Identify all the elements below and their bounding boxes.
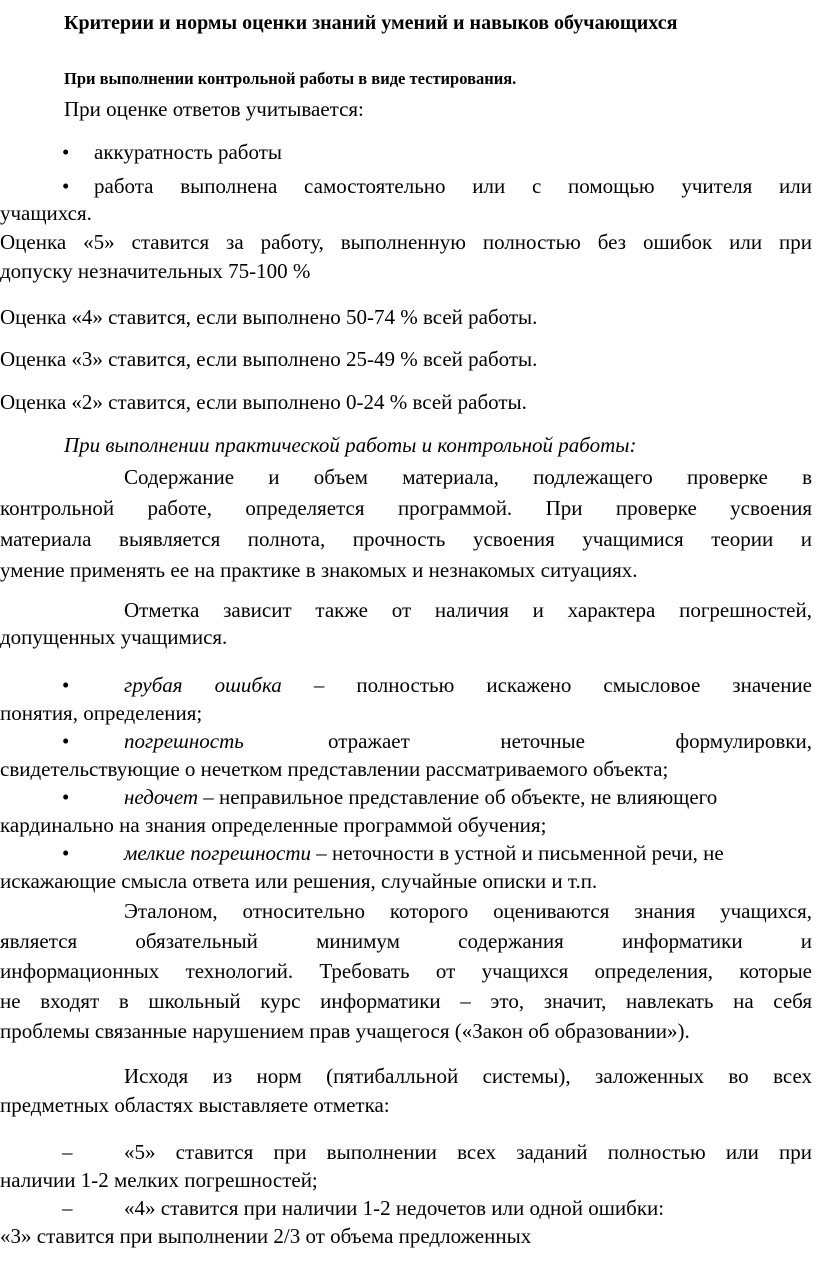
grade-5-line-1: Оценка «5» ставится за работу, выполненную полностью без ошибок или при — [0, 230, 812, 254]
error-description: – полностью искажено смысловое значение — [281, 673, 812, 697]
mark-text: «5» ставится при выполнении всех заданий полностью или при — [124, 1140, 812, 1164]
list-item-continuation: учащихся. — [0, 201, 92, 225]
list-item-continuation: кардинально на знания определенные программой обучения; — [0, 813, 547, 837]
bullet-icon: • — [62, 174, 70, 198]
error-description: – неправильное представление об объекте, не влияющего — [198, 785, 718, 809]
dash-icon: – — [62, 1196, 73, 1220]
document-title: Критерии и нормы оценки знаний умений и навыков обучающихся — [64, 12, 678, 34]
last-line: «3» ставится при выполнении 2/3 от объема предложенных — [0, 1224, 532, 1248]
bullet-icon: • — [62, 785, 70, 809]
error-term: погрешность — [124, 729, 244, 753]
list-item-continuation: свидетельствующие о нечетком представлении рассматриваемого объекта; — [0, 757, 669, 781]
grade-2: Оценка «2» ставится, если выполнено 0-24 % всей работы. — [0, 390, 527, 414]
error-term: недочет — [124, 785, 199, 809]
paragraph-line: материала выявляется полнота, прочность усвоения учащимися теории и — [0, 527, 812, 551]
paragraph-line: Содержание и объем материала, подлежащего проверке в — [124, 465, 812, 489]
paragraph-line: умение применять ее на практике в знакомых и незнакомых ситуациях. — [0, 558, 638, 582]
paragraph-line: Эталоном, относительно которого оцениваются знания учащихся, — [124, 899, 812, 923]
list-item-continuation: наличии 1-2 мелких погрешностей; — [0, 1168, 318, 1192]
error-description: – неточности в устной и письменной речи, не — [311, 841, 724, 865]
dash-icon: – — [62, 1140, 73, 1164]
error-term: мелкие погрешности — [124, 841, 312, 865]
bullet-icon: • — [62, 140, 70, 164]
paragraph-line: предметных областях выставляете отметка: — [0, 1093, 390, 1117]
consider-intro: При оценке ответов учитывается: — [64, 97, 364, 121]
practical-heading: При выполнении практической работы и контрольной работы: — [64, 433, 637, 457]
test-heading: При выполнении контрольной работы в виде тестирования. — [64, 69, 517, 88]
mark-text: «4» ставится при наличии 1-2 недочетов или одной ошибки: — [124, 1196, 665, 1220]
error-description: отражает неточные формулировки, — [328, 729, 812, 753]
paragraph-line: проблемы связанные нарушением прав учащегося («Закон об образовании»). — [0, 1019, 690, 1043]
list-item-text: работа выполнена самостоятельно или с помощью учителя или — [94, 174, 812, 198]
list-item-text: аккуратность работы — [94, 140, 282, 164]
paragraph-line: информационных технологий. Требовать от учащихся определения, которые — [0, 959, 812, 983]
error-term: грубая ошибка — [124, 673, 282, 697]
list-item-continuation: понятия, определения; — [0, 701, 203, 725]
bullet-icon: • — [62, 729, 70, 753]
paragraph-line: Отметка зависит также от наличия и характера погрешностей, — [124, 598, 812, 622]
paragraph-line: Исходя из норм (пятибалльной системы), заложенных во всех — [124, 1064, 812, 1088]
paragraph-line: не входят в школьный курс информатики – это, значит, навлекать на себя — [0, 989, 812, 1013]
list-item-continuation: искажающие смысла ответа или решения, случайные описки и т.п. — [0, 869, 598, 893]
grade-4: Оценка «4» ставится, если выполнено 50-74 % всей работы. — [0, 305, 538, 329]
paragraph-line: контрольной работе, определяется программой. При проверке усвоения — [0, 496, 812, 520]
paragraph-line: является обязательный минимум содержания информатики и — [0, 929, 812, 953]
bullet-icon: • — [62, 841, 70, 865]
grade-3: Оценка «3» ставится, если выполнено 25-49 % всей работы. — [0, 347, 538, 371]
grade-5-line-2: допуску незначительных 75-100 % — [0, 259, 311, 283]
bullet-icon: • — [62, 673, 70, 697]
paragraph-line: допущенных учащимися. — [0, 625, 228, 649]
